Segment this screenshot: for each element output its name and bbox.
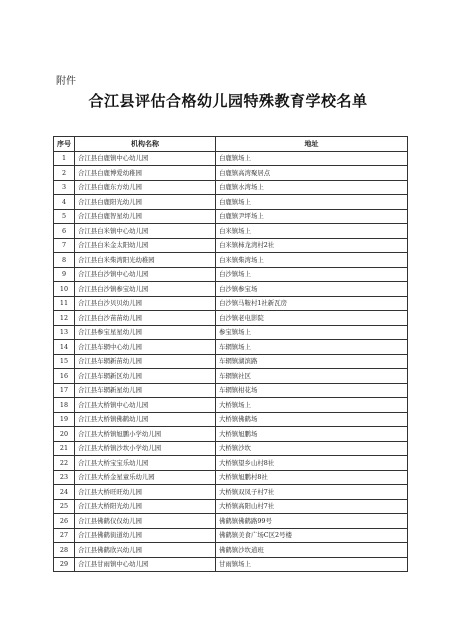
cell-institution-name: 合江县白沙镇中心幼儿园 <box>75 267 216 282</box>
cell-address: 车辋镇柑花场 <box>216 383 408 398</box>
table-row <box>54 470 408 485</box>
cell-address: 车辋镇场上 <box>216 340 408 355</box>
table-row <box>54 441 408 456</box>
cell-institution-name: 合江县大桥镇佛鹤幼儿园 <box>75 412 216 427</box>
cell-address: 白沙镇参宝场 <box>216 282 408 297</box>
cell-serial-number: 3 <box>54 180 75 195</box>
cell-serial-number: 10 <box>54 282 75 297</box>
table-row <box>54 166 408 181</box>
table-row <box>54 340 408 355</box>
cell-address: 大桥镇沙坎 <box>216 441 408 456</box>
cell-address: 大桥镇双凤子村7社 <box>216 485 408 500</box>
table-row <box>54 195 408 210</box>
cell-address: 佛鹤镇美食广场C区2号楼 <box>216 528 408 543</box>
cell-institution-name: 合江县甘雨镇中心幼儿园 <box>75 557 216 572</box>
cell-institution-name: 合江县大桥金星童乐幼儿园 <box>75 470 216 485</box>
cell-serial-number: 12 <box>54 311 75 326</box>
table-row <box>54 383 408 398</box>
cell-serial-number: 28 <box>54 543 75 558</box>
cell-address: 大桥镇场上 <box>216 398 408 413</box>
cell-serial-number: 13 <box>54 325 75 340</box>
table-row <box>54 325 408 340</box>
cell-serial-number: 20 <box>54 427 75 442</box>
cell-serial-number: 9 <box>54 267 75 282</box>
cell-serial-number: 24 <box>54 485 75 500</box>
cell-serial-number: 23 <box>54 470 75 485</box>
cell-institution-name: 合江县大桥宝宝乐幼儿园 <box>75 456 216 471</box>
school-list-table <box>53 136 408 572</box>
table-row <box>54 209 408 224</box>
cell-institution-name: 合江县大桥镇中心幼儿园 <box>75 398 216 413</box>
cell-address: 白米镇场上 <box>216 224 408 239</box>
cell-address: 白鹿镇场上 <box>216 195 408 210</box>
table-row <box>54 557 408 572</box>
cell-institution-name: 合江县白鹿东方幼儿园 <box>75 180 216 195</box>
cell-institution-name: 合江县白沙贝贝幼儿园 <box>75 296 216 311</box>
cell-institution-name: 合江县白鹿博爱幼稚园 <box>75 166 216 181</box>
cell-address: 白鹿镇场上 <box>216 151 408 166</box>
cell-serial-number: 5 <box>54 209 75 224</box>
cell-address: 白沙镇老电影院 <box>216 311 408 326</box>
cell-institution-name: 合江县白米柴湾阳光幼稚园 <box>75 253 216 268</box>
cell-address: 大桥镇佛鹤场 <box>216 412 408 427</box>
table-row <box>54 412 408 427</box>
table-row <box>54 514 408 529</box>
cell-serial-number: 25 <box>54 499 75 514</box>
cell-serial-number: 19 <box>54 412 75 427</box>
cell-institution-name: 合江县车辋中心幼儿园 <box>75 340 216 355</box>
table-row <box>54 224 408 239</box>
cell-address: 佛鹤镇沙坎道班 <box>216 543 408 558</box>
cell-address: 白米镇柴湾场上 <box>216 253 408 268</box>
cell-address: 白鹿镇高湾聚居点 <box>216 166 408 181</box>
document-title: 合江县评估合格幼儿园特殊教育学校名单 <box>88 92 368 110</box>
cell-institution-name: 合江县白沙镇参宝幼儿园 <box>75 282 216 297</box>
cell-address: 大桥镇旭鹏场 <box>216 427 408 442</box>
cell-serial-number: 18 <box>54 398 75 413</box>
table-row <box>54 151 408 166</box>
table-row <box>54 354 408 369</box>
cell-serial-number: 16 <box>54 369 75 384</box>
table-row <box>54 427 408 442</box>
cell-address: 白米镇柿龙湾村2社 <box>216 238 408 253</box>
cell-address: 大桥镇旭鹏村8社 <box>216 470 408 485</box>
cell-institution-name: 合江县大桥镇沙坎小学幼儿园 <box>75 441 216 456</box>
attachment-label: 附件 <box>56 76 76 87</box>
cell-institution-name: 合江县车辋新区幼儿园 <box>75 369 216 384</box>
cell-address: 参宝镇场上 <box>216 325 408 340</box>
table-row <box>54 543 408 558</box>
cell-address: 甘雨镇场上 <box>216 557 408 572</box>
table-row <box>54 456 408 471</box>
cell-serial-number: 29 <box>54 557 75 572</box>
cell-serial-number: 4 <box>54 195 75 210</box>
cell-address: 大桥镇望乡山村8社 <box>216 456 408 471</box>
cell-institution-name: 合江县白米金太阳幼儿园 <box>75 238 216 253</box>
table-row <box>54 282 408 297</box>
cell-institution-name: 合江县参宝星星幼儿园 <box>75 325 216 340</box>
cell-institution-name: 合江县白鹿智星幼儿园 <box>75 209 216 224</box>
table-row <box>54 528 408 543</box>
cell-serial-number: 8 <box>54 253 75 268</box>
cell-institution-name: 合江县白鹿阳光幼儿园 <box>75 195 216 210</box>
cell-address: 车辋镇社区 <box>216 369 408 384</box>
cell-institution-name: 合江县大桥镇旭鹏小学幼儿园 <box>75 427 216 442</box>
cell-institution-name: 合江县佛鹤街道幼儿园 <box>75 528 216 543</box>
cell-serial-number: 17 <box>54 383 75 398</box>
cell-serial-number: 15 <box>54 354 75 369</box>
cell-serial-number: 26 <box>54 514 75 529</box>
header-address: 地址 <box>216 137 408 152</box>
cell-institution-name: 合江县大桥旺旺幼儿园 <box>75 485 216 500</box>
cell-institution-name: 合江县大桥阳光幼儿园 <box>75 499 216 514</box>
table-row <box>54 398 408 413</box>
table-row <box>54 267 408 282</box>
table-row <box>54 296 408 311</box>
table-row <box>54 369 408 384</box>
cell-serial-number: 14 <box>54 340 75 355</box>
cell-institution-name: 合江县车辋新星幼儿园 <box>75 383 216 398</box>
cell-serial-number: 6 <box>54 224 75 239</box>
cell-serial-number: 11 <box>54 296 75 311</box>
cell-serial-number: 1 <box>54 151 75 166</box>
table-row <box>54 180 408 195</box>
cell-institution-name: 合江县白沙苗苗幼儿园 <box>75 311 216 326</box>
cell-serial-number: 27 <box>54 528 75 543</box>
cell-address: 大桥镇高阳山村7社 <box>216 499 408 514</box>
cell-serial-number: 22 <box>54 456 75 471</box>
table-row <box>54 499 408 514</box>
cell-serial-number: 2 <box>54 166 75 181</box>
cell-address: 白鹿镇水湾场上 <box>216 180 408 195</box>
cell-serial-number: 21 <box>54 441 75 456</box>
cell-institution-name: 合江县白米镇中心幼儿园 <box>75 224 216 239</box>
table-body <box>54 151 408 572</box>
cell-address: 白沙镇马鞍村1社新瓦房 <box>216 296 408 311</box>
cell-address: 佛鹤镇佛鹤路99号 <box>216 514 408 529</box>
cell-institution-name: 合江县白鹿镇中心幼儿园 <box>75 151 216 166</box>
header-institution-name: 机构名称 <box>75 137 216 152</box>
cell-institution-name: 合江县车辋新苗幼儿园 <box>75 354 216 369</box>
cell-institution-name: 合江县佛鹤欣兴幼儿园 <box>75 543 216 558</box>
table-row <box>54 485 408 500</box>
table-row <box>54 253 408 268</box>
cell-address: 白鹿镇尹坪场上 <box>216 209 408 224</box>
table-row <box>54 238 408 253</box>
cell-address: 白沙镇场上 <box>216 267 408 282</box>
cell-serial-number: 7 <box>54 238 75 253</box>
table-header-row <box>54 137 408 152</box>
cell-address: 车辋镇湖滨路 <box>216 354 408 369</box>
table-row <box>54 311 408 326</box>
header-serial-number: 序号 <box>54 137 75 152</box>
cell-institution-name: 合江县佛鹤仅仅幼儿园 <box>75 514 216 529</box>
